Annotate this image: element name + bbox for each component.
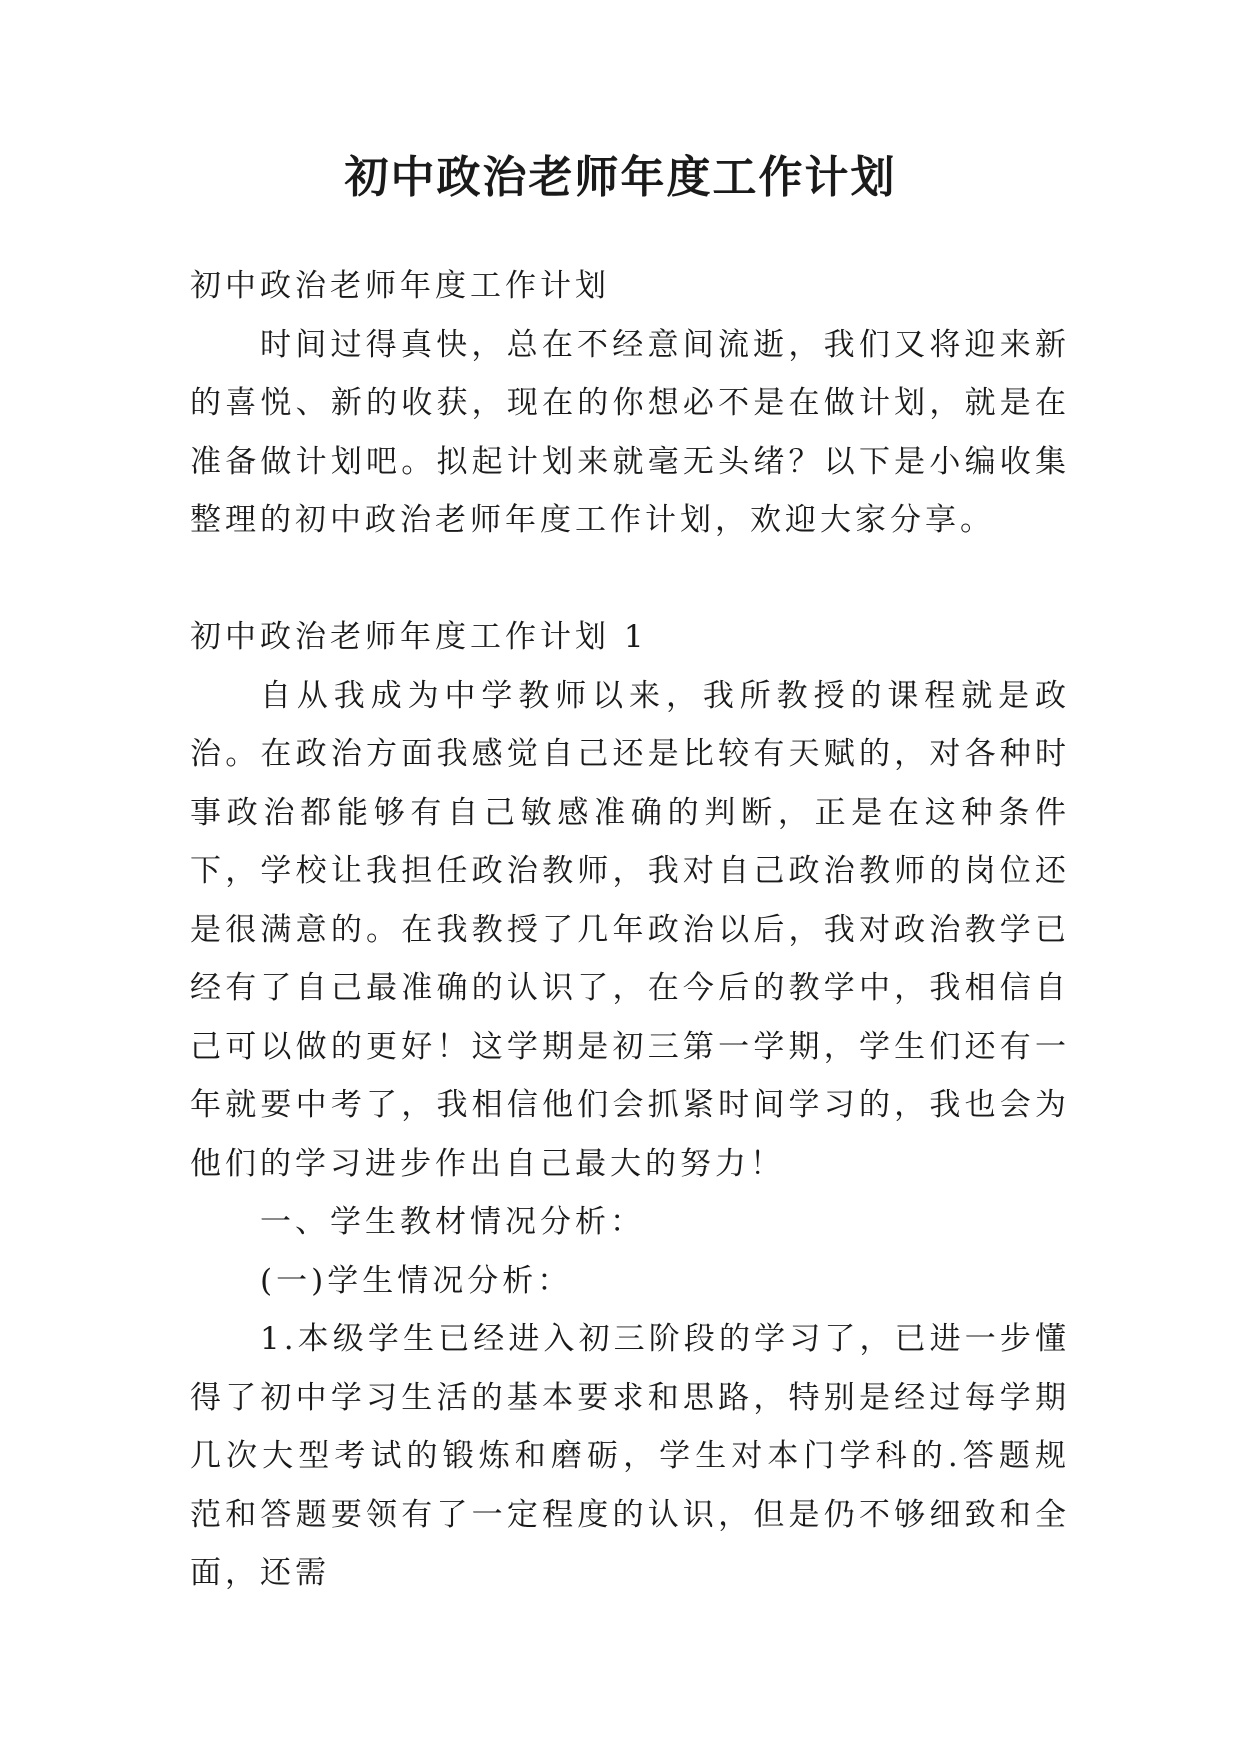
intro-paragraph: 时间过得真快，总在不经意间流逝，我们又将迎来新的喜悦、新的收获，现在的你想必不是在做计划，就是在准备做计划吧。拟起计划来就毫无头绪？以下是小编收集整理的初中政治老师年度工作计划，欢迎大家分享。 [190,326,1070,538]
paragraph-gap [190,550,1070,609]
body-paragraph: 自从我成为中学教师以来，我所教授的课程就是政治。在政治方面我感觉自己还是比较有天赋的，对各种时事政治都能够有自己敏感准确的判断，正是在这种条件下，学校让我担任政治教师，我对自己政治教师的岗位还是很满意的。在我教授了几年政治以后，我对政治教学已经有了自己最准确的认识了，在今后的教学中，我相信自己可以做的更好！这学期是初三第一学期，学生们还有一年就要中考了，我相信他们会抓紧时间学习的，我也会为他们的学习进步作出自己最大的努力！ [190,677,1070,1182]
document-body [190,257,1070,1603]
section-heading: 初中政治老师年度工作计划 1 [190,619,648,655]
section-subheading: 一、学生教材情况分析： [260,1204,645,1240]
document-title: 初中政治老师年度工作计划 [344,152,897,203]
subsection-heading: (一)学生情况分析： [260,1262,573,1299]
subtitle-paragraph: 初中政治老师年度工作计划 [190,268,610,304]
list-item-paragraph: 1.本级学生已经进入初三阶段的学习了，已进一步懂得了初中学习生活的基本要求和思路，特别是经过每学期几次大型考试的锻炼和磨砺，学生对本门学科的.答题规范和答题要领有了一定程度的认识，但是仍不够细致和全面，还需 [190,1321,1070,1591]
